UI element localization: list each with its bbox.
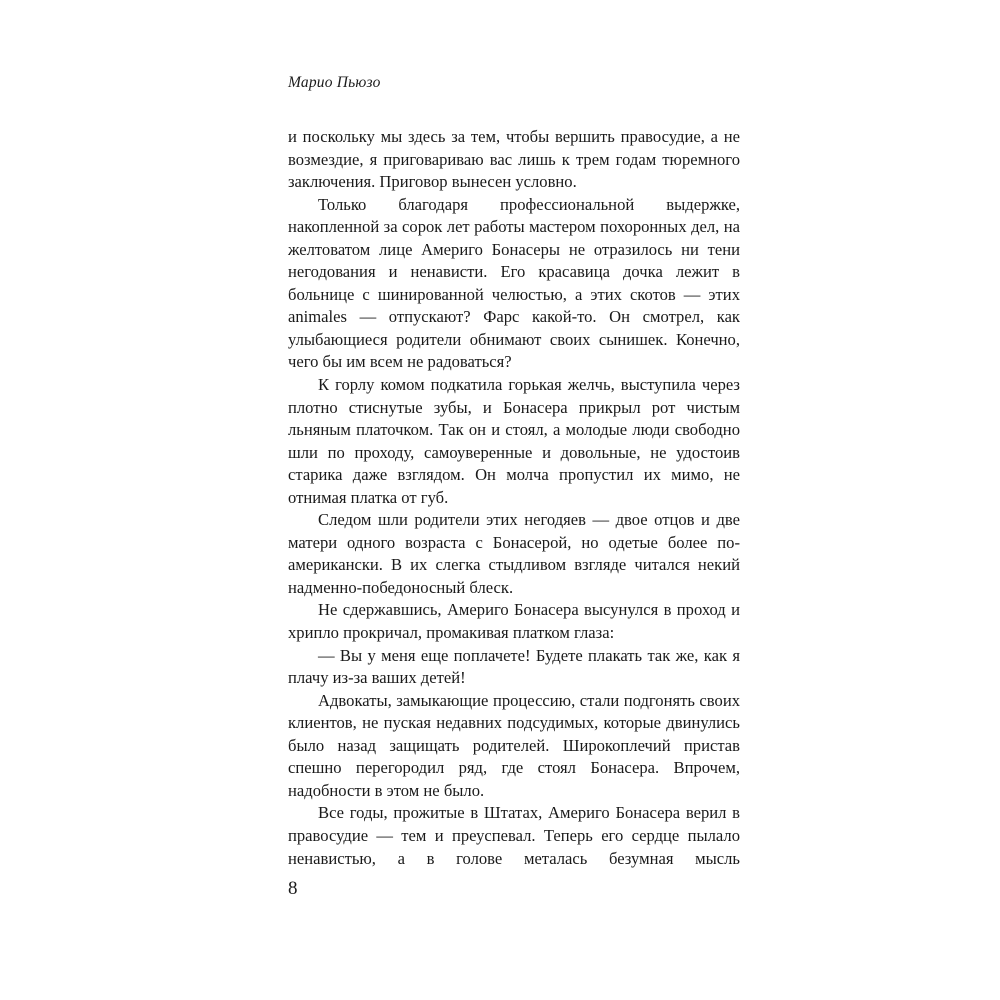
paragraph-outburst: Не сдержавшись, Америго Бонасера высунулся в проход и хрипло прокричал, промакивая платком глаза: (288, 600, 740, 643)
paragraph-parents: Следом шли родители этих негодяев — двое отцов и две матери одного возраста с Бонасерой, но одетые более по-американски. В их слегка стыдливом взгляде читался некий надменно-победоносный блеск. (288, 510, 740, 597)
paragraph-dialogue: — Вы у меня еще поплачете! Будете плакать так же, как я плачу из-за ваших детей! (288, 645, 740, 688)
running-header-author: Марио Пьюзо (288, 74, 381, 91)
paragraph-justice: Все годы, прожитые в Штатах, Америго Бонасера верил в правосудие — тем и преуспевал. Теперь его сердце пылало ненавистью, а в голове металась безумная мысль (288, 803, 740, 868)
paragraph-composure-text-before: Только благодаря профессиональной выдержке, накопленной за сорок лет работы мастером похоронных дел, на желтоватом лице Америго Бонасеры не отразилось ни тени негодования и ненависти. Его красавица дочка лежит в больнице с шинированной челюстью, а этих скотов — этих (288, 194, 740, 304)
paragraph-composure (288, 194, 740, 374)
paragraph-verdict: и поскольку мы здесь за тем, чтобы вершить правосудие, а не возмездие, я приговариваю вас лишь к трем годам тюремного заключения. Приговор вынесен условно. (288, 127, 740, 192)
paragraph-lawyers: Адвокаты, замыкающие процессию, стали подгонять своих клиентов, не пуская недавних подсудимых, которые двинулись было назад защищать родителей. Широкоплечий пристав спешно перегородил ряд, где стоял Бонасера. Впрочем, надобности в этом не было. (288, 690, 740, 800)
page-number: 8 (288, 878, 298, 899)
foreign-word-animales: animales (288, 307, 347, 327)
body-text-block (288, 126, 740, 870)
paragraph-bile: К горлу комом подкатила горькая желчь, выступила через плотно стиснутые зубы, и Бонасера прикрыл рот чистым льняным платочком. Так он и стоял, а молодые люди свободно шли по проходу, самоуверенные и довольные, не удостоив старика даже взглядом. Он молча пропустил их мимо, не отнимая платка от губ. (288, 375, 740, 507)
paragraph-composure-text-after: — отпускают? Фарс какой-то. Он смотрел, как улыбающиеся родители обнимают своих сынишек. Конечно, чего бы им всем не радоваться? (288, 307, 740, 372)
